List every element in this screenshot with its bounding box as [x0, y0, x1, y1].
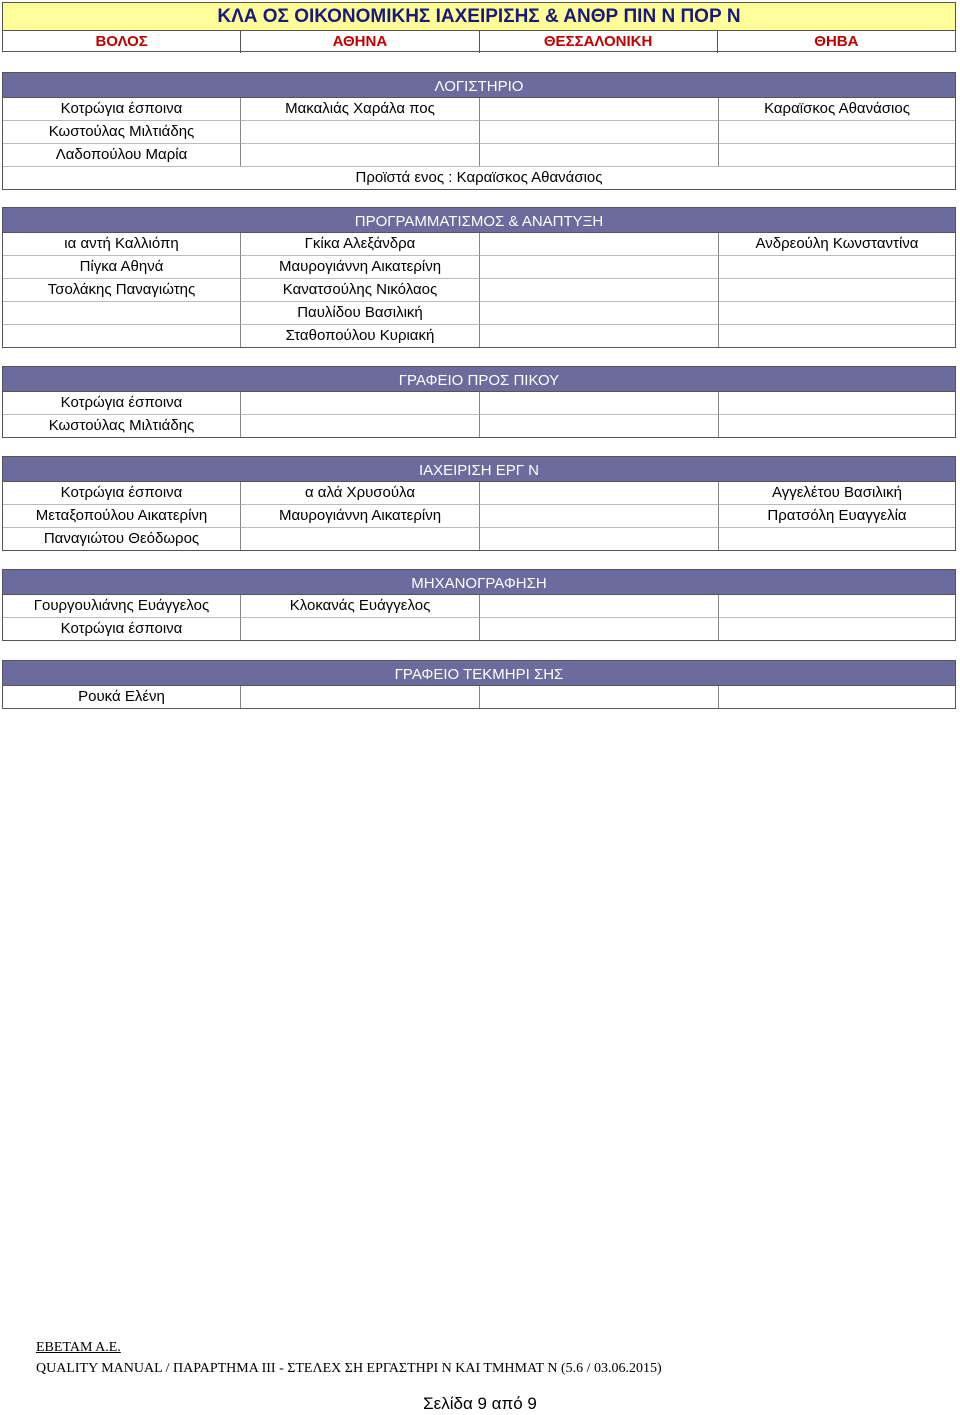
staff-cell — [480, 528, 719, 550]
staff-cell — [480, 98, 719, 121]
staff-grid — [3, 98, 955, 166]
staff-cell — [719, 415, 955, 437]
footer-company: ΕΒΕΤΑΜ Α.Ε. — [36, 1340, 121, 1355]
section-logistirio — [2, 72, 956, 190]
staff-cell — [719, 279, 955, 302]
section-title: ΛΟΓΙΣΤΗΡΙΟ — [3, 73, 955, 98]
staff-cell — [480, 256, 719, 279]
staff-cell: Κωστούλας Μιλτιάδης — [3, 121, 241, 144]
staff-cell — [719, 618, 955, 640]
department-header — [2, 2, 956, 52]
staff-cell — [480, 121, 719, 144]
staff-cell: ια αντή Καλλιόπη — [3, 233, 241, 256]
staff-grid — [3, 392, 955, 437]
staff-cell — [3, 302, 241, 325]
staff-grid — [3, 233, 955, 347]
staff-cell: Λαδοπούλου Μαρία — [3, 144, 241, 166]
staff-cell: Μαυρογιάννη Αικατερίνη — [241, 256, 480, 279]
section-michanografisi — [2, 569, 956, 641]
section-title: ΓΡΑΦΕΙΟ ΠΡΟΣ ΠΙΚΟΥ — [3, 367, 955, 392]
staff-cell — [719, 595, 955, 618]
manager-row — [3, 166, 955, 189]
staff-cell — [241, 144, 480, 166]
city-athina: ΑΘΗΝΑ — [241, 31, 479, 53]
staff-cell — [241, 618, 480, 640]
staff-cell — [480, 415, 719, 437]
footer-manual-reference: QUALITY MANUAL / ΠΑΡΑΡΤΗΜΑ ΙΙΙ - ΣΤΕΛΕΧ ΣΗ ΕΡΓΑΣΤΗΡΙ Ν ΚΑΙ ΤΜΗΜΑΤ Ν (5.6 / 03.06.2015) — [36, 1361, 662, 1376]
staff-cell — [241, 686, 480, 708]
department-title: ΚΛΑ ΟΣ ΟΙΚΟΝΟΜΙΚΗΣ ΙΑΧΕΙΡΙΣΗΣ & ΑΝΘΡ ΠΙΝ Ν ΠΟΡ Ν — [3, 3, 955, 31]
staff-cell: Πίγκα Αθηνά — [3, 256, 241, 279]
staff-cell — [719, 325, 955, 347]
staff-cell: Καραϊσκος Αθανάσιος — [719, 98, 955, 121]
manager-name: Καραϊσκος Αθανάσιος — [456, 169, 603, 186]
staff-cell: Γκίκα Αλεξάνδρα — [241, 233, 480, 256]
staff-cell — [480, 279, 719, 302]
staff-cell: Κοτρώγια έσποινα — [3, 392, 241, 415]
city-volos: ΒΟΛΟΣ — [3, 31, 241, 53]
staff-cell — [719, 686, 955, 708]
staff-cell — [3, 325, 241, 347]
staff-cell — [241, 392, 480, 415]
staff-cell: Σταθοπούλου Κυριακή — [241, 325, 480, 347]
staff-cell — [719, 392, 955, 415]
section-title: ΓΡΑΦΕΙΟ ΤΕΚΜΗΡΙ ΣΗΣ — [3, 661, 955, 686]
staff-grid — [3, 482, 955, 550]
staff-cell: Ανδρεούλη Κωνσταντίνα — [719, 233, 955, 256]
staff-cell — [480, 302, 719, 325]
city-thessaloniki: ΘΕΣΣΑΛΟΝΙΚΗ — [480, 31, 718, 53]
staff-cell: Κοτρώγια έσποινα — [3, 482, 241, 505]
staff-cell — [480, 144, 719, 166]
staff-cell — [719, 256, 955, 279]
staff-cell — [480, 618, 719, 640]
staff-cell — [480, 595, 719, 618]
staff-cell: Τσολάκης Παναγιώτης — [3, 279, 241, 302]
staff-cell: Κοτρώγια έσποινα — [3, 618, 241, 640]
staff-cell — [480, 482, 719, 505]
staff-cell — [480, 233, 719, 256]
staff-cell: Κανατσούλης Νικόλαος — [241, 279, 480, 302]
staff-cell: Γουργουλιάνης Ευάγγελος — [3, 595, 241, 618]
page-number: Σελίδα 9 από 9 — [423, 1394, 537, 1413]
staff-grid — [3, 686, 955, 708]
city-columns — [3, 31, 955, 53]
staff-grid — [3, 595, 955, 640]
section-title: ΠΡΟΓΡΑΜΜΑΤΙΣΜΟΣ & ΑΝΑΠΤΥΞΗ — [3, 208, 955, 233]
manager-label: Προϊστά ενος : — [355, 169, 453, 186]
section-tekmiriosi — [2, 660, 956, 709]
staff-cell: Μακαλιάς Χαράλα πος — [241, 98, 480, 121]
staff-cell: Κοτρώγια έσποινα — [3, 98, 241, 121]
staff-cell: Μεταξοπούλου Αικατερίνη — [3, 505, 241, 528]
section-prosopiko — [2, 366, 956, 438]
section-title: ΙΑΧΕΙΡΙΣΗ ΕΡΓ Ν — [3, 457, 955, 482]
staff-cell: Παναγιώτου Θεόδωρος — [3, 528, 241, 550]
staff-cell: Μαυρογιάννη Αικατερίνη — [241, 505, 480, 528]
staff-cell — [480, 686, 719, 708]
staff-cell — [480, 325, 719, 347]
staff-cell — [719, 121, 955, 144]
staff-cell: Ρουκά Ελένη — [3, 686, 241, 708]
staff-cell: Κλοκανάς Ευάγγελος — [241, 595, 480, 618]
section-programmatismos — [2, 207, 956, 348]
staff-cell — [719, 528, 955, 550]
staff-cell: Κωστούλας Μιλτιάδης — [3, 415, 241, 437]
section-erga — [2, 456, 956, 551]
staff-cell — [241, 415, 480, 437]
staff-cell — [480, 392, 719, 415]
staff-cell — [480, 505, 719, 528]
staff-cell: Παυλίδου Βασιλική — [241, 302, 480, 325]
staff-cell: α αλά Χρυσούλα — [241, 482, 480, 505]
staff-cell — [719, 302, 955, 325]
staff-cell: Αγγελέτου Βασιλική — [719, 482, 955, 505]
staff-cell — [719, 144, 955, 166]
city-thiva: ΘΗΒΑ — [814, 33, 859, 50]
staff-cell — [241, 121, 480, 144]
section-title: ΜΗΧΑΝΟΓΡΑΦΗΣΗ — [3, 570, 955, 595]
staff-cell: Πρατσόλη Ευαγγελία — [719, 505, 955, 528]
staff-cell — [241, 528, 480, 550]
